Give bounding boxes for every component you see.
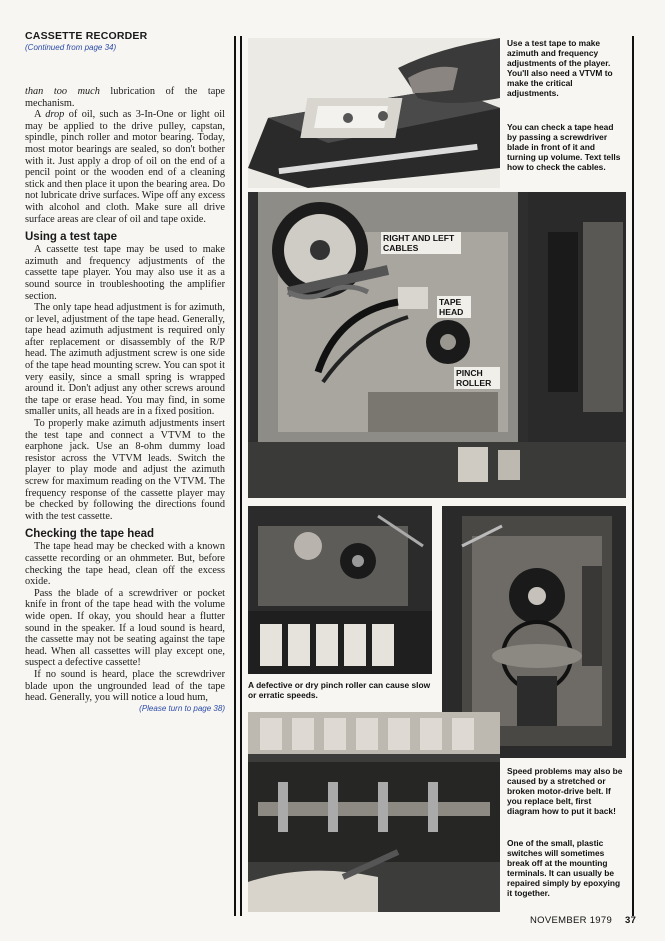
issue-date: NOVEMBER 1979 [530,915,613,926]
caption-drive-belt: Speed problems may also be caused by a stretched or broken motor-drive belt. If you replace belt, first diagram how to put it back! [507,766,623,816]
photo-plastic-switches [248,712,500,912]
left-text-column [25,30,225,713]
label-pinch-roller: PINCH ROLLER [454,367,500,389]
pinch-roller-image [248,506,432,674]
page-footer [530,915,636,926]
tape-head-paragraph-2: Pass the blade of a screwdriver or pocket knife in front of the tape head with the volume wide open. If okay, you should hear a flutter sound in the speaker. If a loud sound is heard, the cassette may not be seating against the tape head. When all cassettes will play except one, suspect a defective cassette! [25,587,225,669]
tape-head-heading: Checking the tape head [25,528,155,541]
label-right-left-cables: RIGHT AND LEFT CABLES [381,232,461,254]
intro-paragraph-1: than too much lubrication of the tape mechanism. [25,86,225,109]
caption-plastic-switch: One of the small, plastic switches will sometimes break off at the mounting terminals. It can usually be repaired simply by epoxying it together. [507,838,621,898]
intro-paragraph-2: A drop of oil, such as 3-In-One or light oil may be applied to the drive pulley, capstan, spindle, pinch roller and motor bearing. Today, most motor bearings are sealed, so don't bother with it. Just apply a drop of oil on the end of a pencil point or the wooden end of a cleaning stick and then place it upon the bearing area. Do not lubricate drive surfaces. Wipe off any excess with alcohol and cloth. Make sure all drive surface areas are clear of oil and tape oxide. [25,109,225,225]
tape-head-paragraph-3: If no sound is heard, place the screwdriver blade upon the ungrounded lead of the tape head. Generally, you will notice a loud hum, [25,668,225,704]
test-tape-paragraph-1: A cassette test tape may be used to make azimuth and frequency adjustments of the cassette tape player. You may also use it as a sound source in troubleshooting the amplifier section. [25,244,225,302]
column-rule-left [234,36,236,916]
test-tape-heading: Using a test tape [25,231,118,244]
continued-from-note[interactable]: (Continued from page 34) [25,43,117,52]
caption-pinch-roller: A defective or dry pinch roller can cause slow or erratic speeds. [248,680,431,700]
page-number: 37 [625,915,637,926]
turn-to-page-note[interactable]: (Please turn to page 38) [139,703,225,713]
page-edge-rule [632,36,634,916]
photo-pinch-roller [248,506,432,674]
caption-tape-head-check: You can check a tape head by passing a screwdriver blade in front of it and turning up volume. Text tells how to check the cables. [507,122,621,172]
label-tape-head: TAPE HEAD [437,296,471,318]
test-tape-paragraph-2: The only tape head adjustment is for azimuth, or level, adjustment of the tape head. Generally, tape head azimuth adjustment is required only after replacement or disassembly of the R/P head. The azimuth adjustment screw is one side of the tape head mounting screw. You can spot it very easily, since a small spring is wrapped around it. Don't adjust any other screws around the tape or erase head. You may find, in some smaller units, all heads are in a fixed position. [25,302,225,418]
tape-head-paragraph-1: The tape head may be checked with a known cassette recording or an ohmmeter. But, before checking the tape head, clean off the excess oxide. [25,541,225,588]
column-rule-inner [240,36,242,916]
article-body [25,86,225,713]
caption-test-tape: Use a test tape to make azimuth and frequency adjustments of the player. You'll also need a VTVM to make the critical adjustments. [507,38,613,98]
switches-image [248,712,500,912]
test-tape-paragraph-3: To properly make azimuth adjustments insert the test tape and connect a VTVM to the earphone jack. Use an 8-ohm dummy load resistor across the VTVM leads. Switch the player to play mode and adjust the azimuth screw for maximum reading on the VTVM. The frequency response of the cassette player may be checked by following the directions found with the test cassette. [25,418,225,522]
photo-test-tape-player [248,38,500,188]
cassette-player-image [248,38,500,188]
section-header: CASSETTE RECORDER [25,30,148,42]
